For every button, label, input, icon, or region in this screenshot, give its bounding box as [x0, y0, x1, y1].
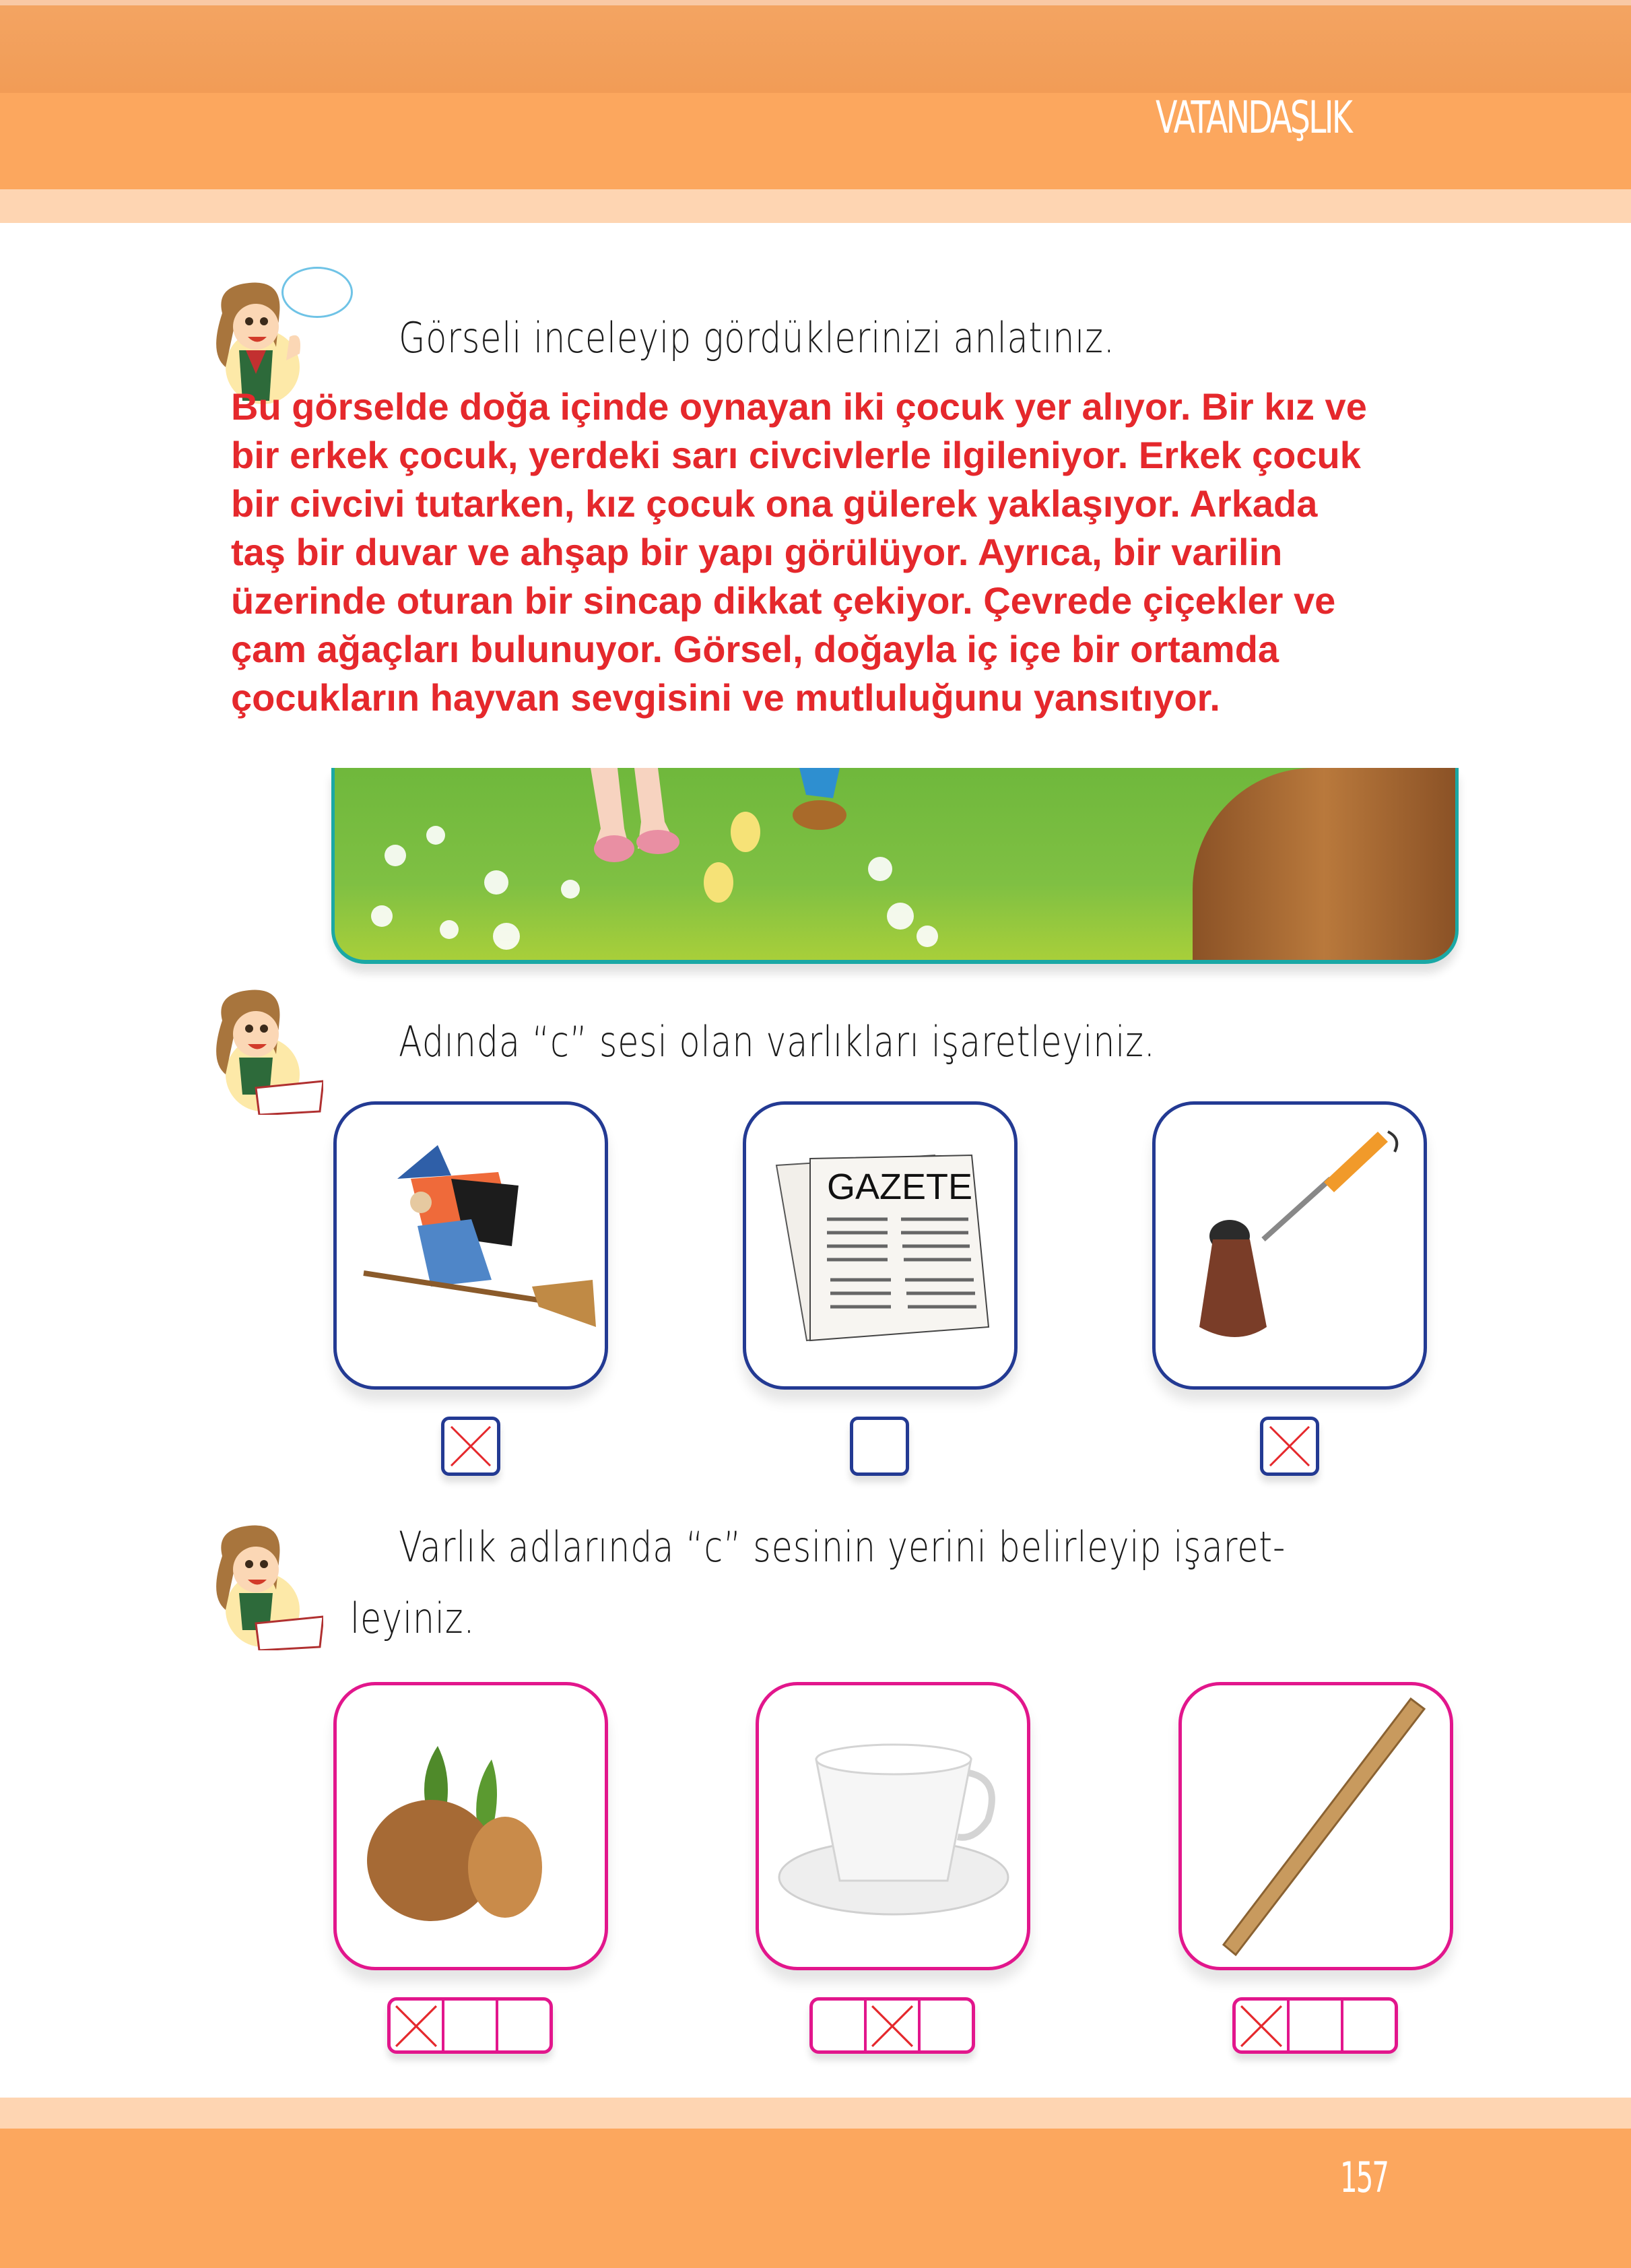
- position-cell-2[interactable]: [1290, 2001, 1343, 2050]
- subject-title: VATANDAŞLIK: [1156, 92, 1352, 143]
- position-cell-1[interactable]: [813, 2001, 867, 2050]
- position-cell-2[interactable]: [867, 2001, 921, 2050]
- answer-line: bir civcivi tutarken, kız çocuk ona gülerek yaklaşıyor. Arkada: [231, 482, 1318, 525]
- answer-paragraph: [231, 383, 1510, 722]
- instruction-2: Adında “c” sesi olan varlıkları işaretleyiniz.: [399, 1017, 1156, 1066]
- footer-light-band: [0, 2098, 1631, 2129]
- turkish-coffee-pot-icon: [1156, 1105, 1424, 1386]
- item-card-walnut: [333, 1682, 608, 1970]
- position-cell-1[interactable]: [391, 2001, 444, 2050]
- answer-line: taş bir duvar ve ahşap bir yapı görülüyor. Ayrıca, bir varilin: [231, 531, 1283, 573]
- ruler-icon: [1182, 1685, 1450, 1967]
- x-mark-icon: [395, 2005, 438, 2048]
- item-card-ruler: [1178, 1682, 1453, 1970]
- position-cell-3[interactable]: [498, 2001, 550, 2050]
- header-light-band: [0, 189, 1631, 223]
- checkbox-coffee-pot[interactable]: [1260, 1417, 1319, 1476]
- position-cell-2[interactable]: [444, 2001, 498, 2050]
- instruction-3-line1: Varlık adlarında “c” sesinin yerini belirleyip işaret-: [399, 1522, 1286, 1572]
- newspaper-title: GAZETE: [827, 1167, 973, 1207]
- letter-position-boxes-ruler: [1232, 1997, 1398, 2054]
- scene-illustration: [331, 768, 1459, 964]
- answer-line: bir erkek çocuk, yerdeki sarı civcivlerle ilgileniyor. Erkek çocuk: [231, 434, 1361, 476]
- instruction-1: Görseli inceleyip gördüklerinizi anlatınız.: [399, 313, 1115, 362]
- witch-on-broom-icon: [337, 1105, 605, 1386]
- checkbox-newspaper[interactable]: [850, 1417, 909, 1476]
- header-dark-band: [0, 5, 1631, 93]
- girl-mascot-writing-icon: [195, 980, 323, 1115]
- letter-position-boxes-walnut: [387, 1997, 553, 2054]
- answer-line: çam ağaçları bulunuyor. Görsel, doğayla iç içe bir ortamda: [231, 628, 1279, 670]
- item-card-coffee-pot: [1152, 1101, 1427, 1390]
- answer-line: çocukların hayvan sevgisini ve mutluluğunu yansıtıyor.: [231, 676, 1220, 719]
- item-card-witch: [333, 1101, 608, 1390]
- x-mark-icon: [448, 1424, 493, 1468]
- answer-line: Bu görselde doğa içinde oynayan iki çocuk yer alıyor. Bir kız ve: [231, 385, 1367, 428]
- header-main-band: [0, 93, 1631, 189]
- checkbox-witch[interactable]: [441, 1417, 500, 1476]
- item-card-newspaper: [743, 1101, 1018, 1390]
- position-cell-3[interactable]: [1343, 2001, 1395, 2050]
- cup-and-saucer-icon: [759, 1685, 1027, 1967]
- x-mark-icon: [871, 2005, 914, 2048]
- position-cell-3[interactable]: [921, 2001, 972, 2050]
- instruction-3-line2: leyiniz.: [350, 1594, 475, 1643]
- header-top-stripe: [0, 0, 1631, 5]
- newspaper-icon: [746, 1105, 1014, 1386]
- page-number: 157: [1340, 2153, 1389, 2202]
- x-mark-icon: [1240, 2005, 1283, 2048]
- x-mark-icon: [1267, 1424, 1312, 1468]
- position-cell-1[interactable]: [1236, 2001, 1290, 2050]
- girl-mascot-writing-icon: [195, 1516, 323, 1650]
- item-card-cup: [756, 1682, 1030, 1970]
- letter-position-boxes-cup: [809, 1997, 975, 2054]
- answer-line: üzerinde oturan bir sincap dikkat çekiyor. Çevrede çiçekler ve: [231, 579, 1336, 622]
- walnut-icon: [337, 1685, 605, 1967]
